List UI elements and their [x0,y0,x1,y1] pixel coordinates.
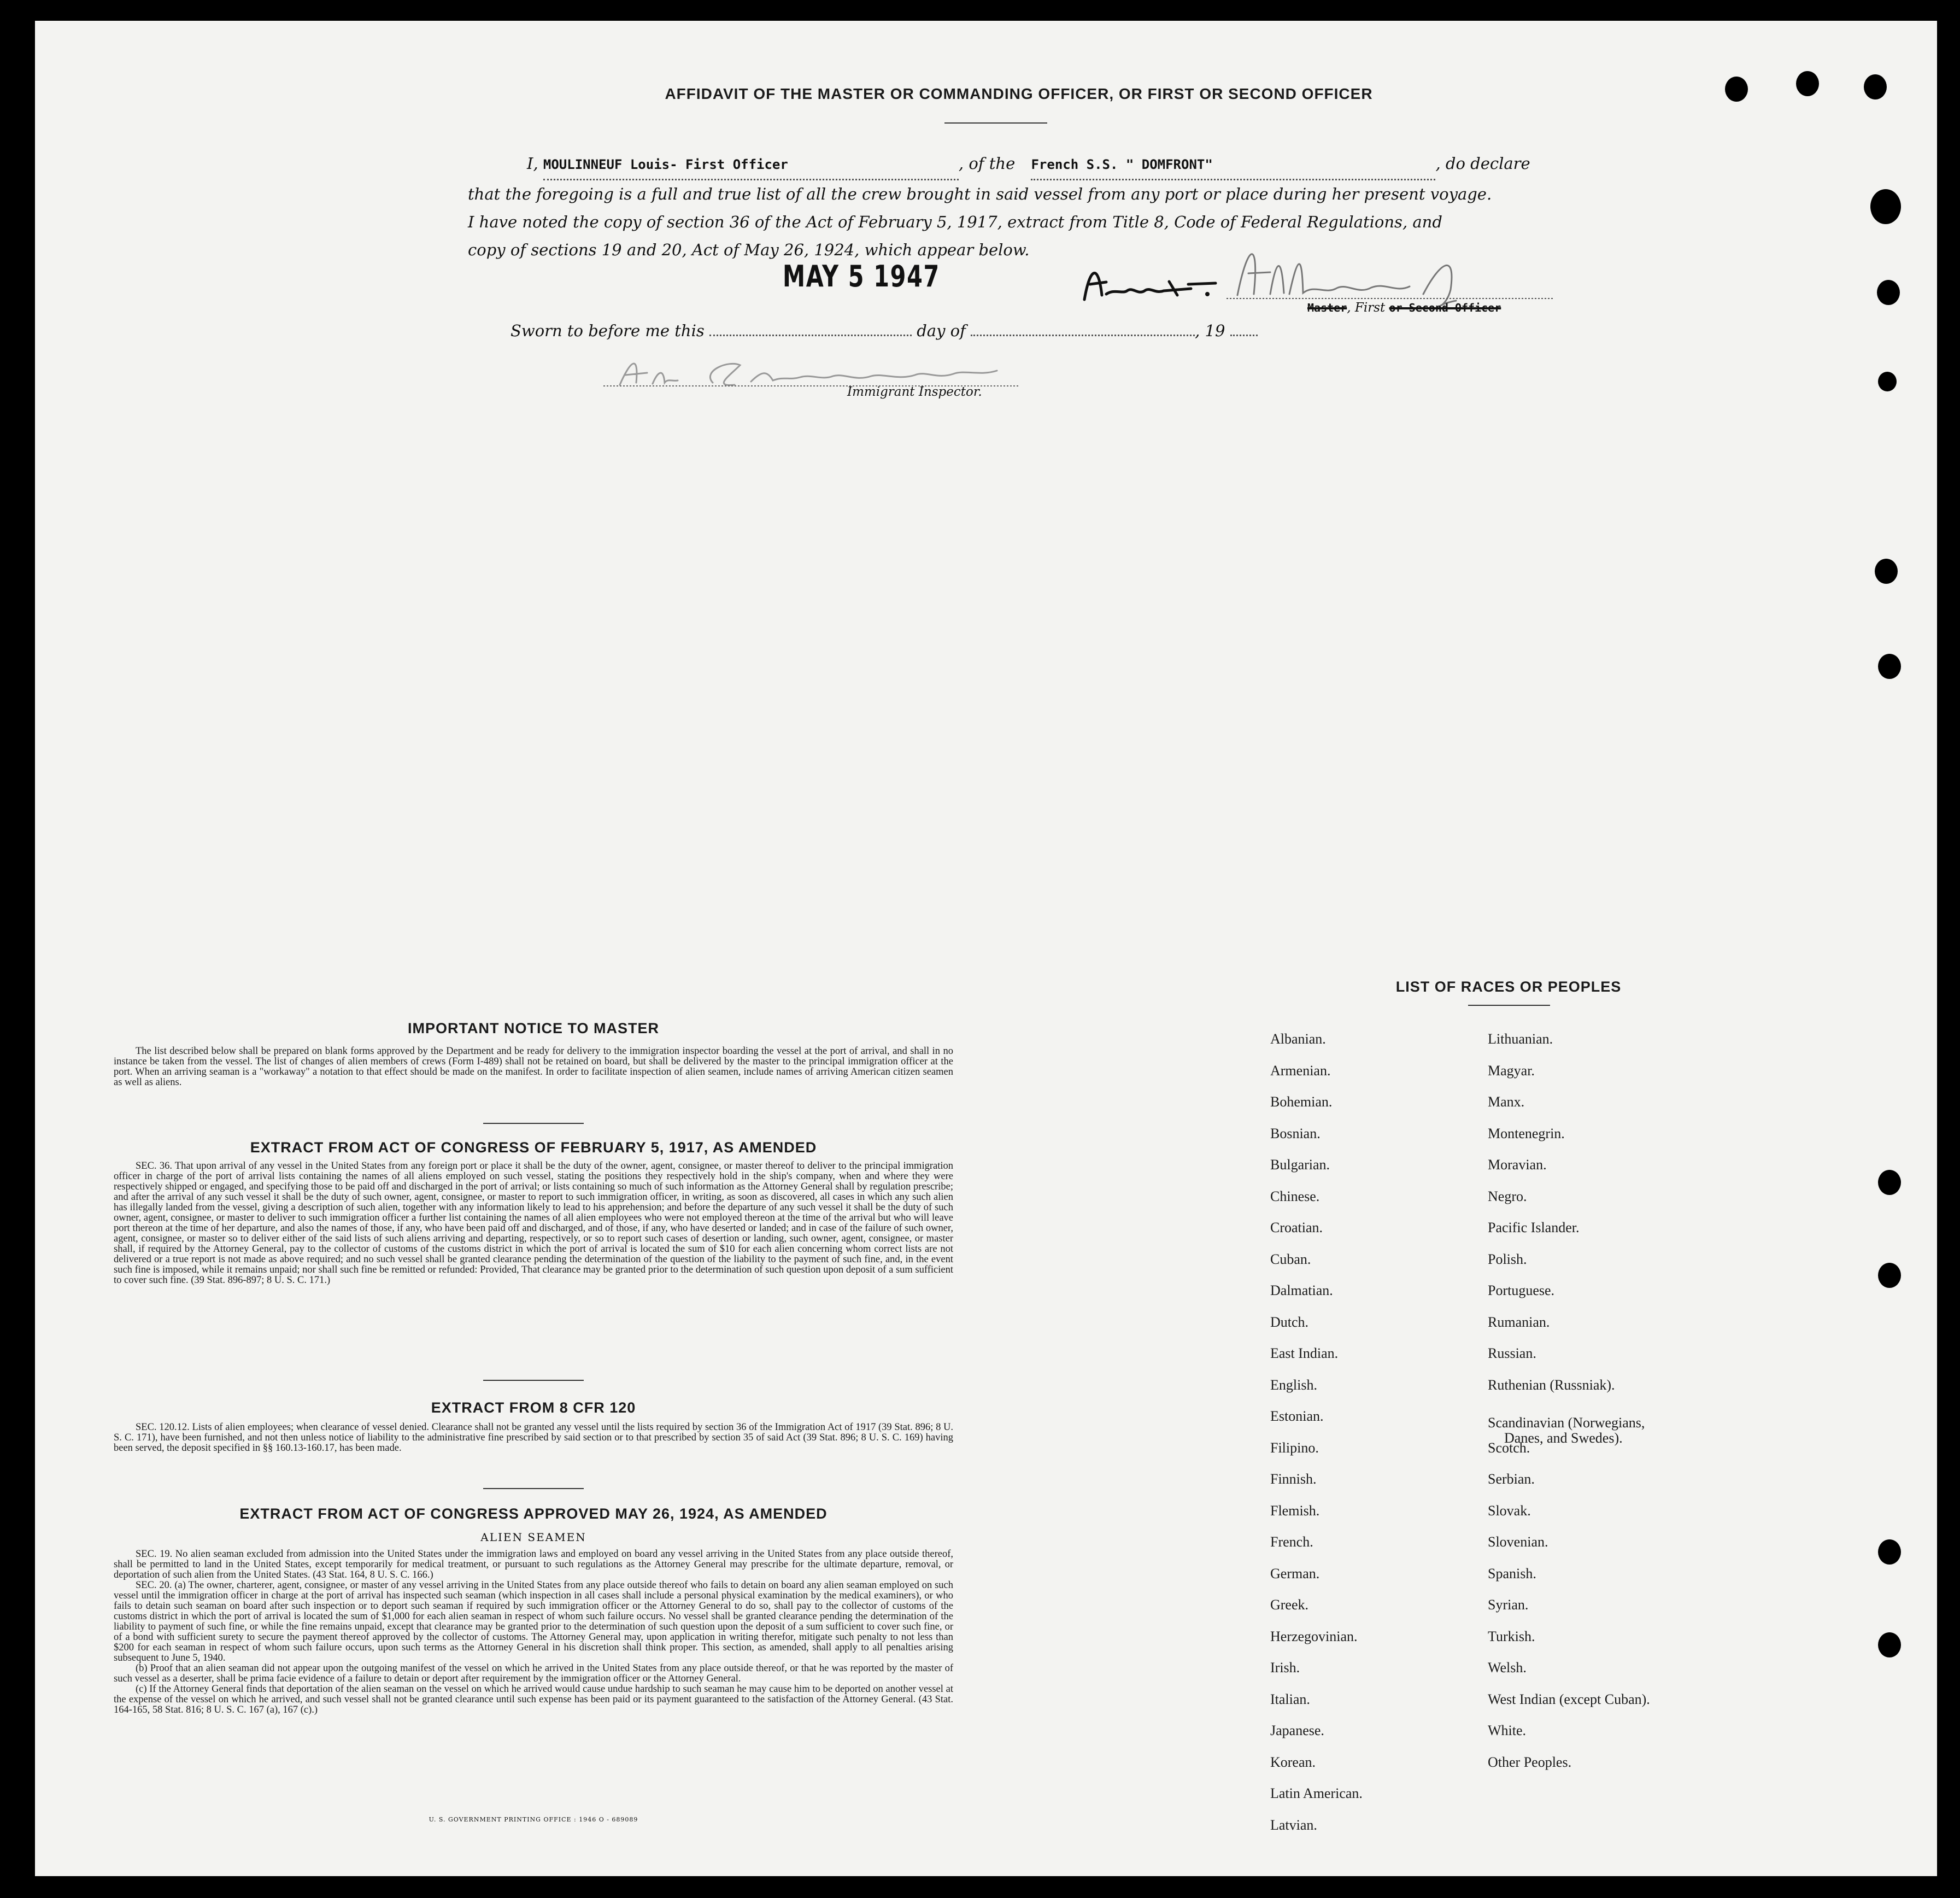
races-title: LIST OF RACES OR PEOPLES [1395,979,1622,995]
punch-hole [1725,77,1748,102]
vessel-name-field: French S.S. " DOMFRONT" [1031,151,1435,180]
race-item: Pacific Islander. [1488,1220,1580,1235]
race-item: Dalmatian. [1270,1282,1333,1298]
extract-1917-paragraph: SEC. 36. That upon arrival of any vessel in the United States from any foreign port or place it shall be the duty of the owner, agent, consignee, or master thereof to deliver to the principal immigration officer in charge of the port of arrival lists containing the names of all aliens employed on such vessel, stating the positions they respectively hold in the ship's company, when and where they were respectively shipped or engaged, and specifying those to be paid off and discharged in the port of arrival; or lists containing so much of such information as the Attorney General shall by regulation prescribe; and after the arrival of any such vessel it shall be the duty of such owner, agent, consignee, or master to report to such immigration officer, in writing, as soon as discovered, all cases in which any such alien has illegally landed from the vessel, giving a description of such alien, together with any information likely to lead to his apprehension; and before the departure of any such vessel it shall be the duty of such owner, agent, consignee, or master to deliver to such immigration officer a further list containing the names of all alien employees who were not employed thereon at the time of the arrival but who will leave port thereon at the time of her departure, and also the names of those, if any, who have been paid off and discharged, and of those, if any, who have deserted or landed; and in case of the failure of such owner, agent, consignee, or master so to deliver either of the said lists of such aliens arriving and departing, respectively, or so to report such cases of desertion or landing, such owner, agent, consignee, or master shall, if required by the Attorney General, pay to the collector of customs of the customs district in which the port of arrival is located the sum of $10 for each alien concerning whom correct lists are not delivered or a true report is not made as above required; and no such vessel shall be granted clearance pending the determination of the question of the liability to the payment of such fine, and, in the event such fine is imposed, while it remains unpaid; nor shall such fine be remitted or refunded: Provided, That clearance may be granted prior to the determination of such question upon deposit of a sum sufficient to cover such fine. (39 Stat. 896-897; 8 U. S. C. 171.) [114,1161,953,1286]
divider [944,122,1047,124]
declaration-prefix: I, [527,154,538,173]
race-item: Albanian. [1270,1031,1326,1047]
extract-1924-body [114,1549,953,1715]
declaration-line-1 [468,150,1566,180]
race-item: Estonian. [1270,1408,1324,1424]
race-item: Irish. [1270,1660,1300,1676]
race-item: Turkish. [1488,1628,1535,1644]
race-item: Syrian. [1488,1597,1529,1613]
race-item: Magyar. [1488,1062,1535,1079]
extract-1924-title: EXTRACT FROM ACT OF CONGRESS APPROVED MAY 26, 1924, AS AMENDED [239,1505,828,1522]
race-item: West Indian (except Cuban). [1488,1691,1650,1707]
race-item: White. [1488,1723,1527,1738]
race-item: Cuban. [1270,1251,1311,1267]
sec-20a-paragraph: SEC. 20. (a) The owner, charterer, agent, consignee, or master of any vessel arriving in the United States from any place outside thereof who fails to detain on board any alien seaman employed on such vessel until the immigration officer in charge at the port of arrival has inspected such seaman (which inspection in all cases shall include a personal physical examination by the medical examiners), or who fails to detain such seaman on board after such inspection or to deport such seaman if required by such immigration officer or the Attorney General to do so, shall pay to the collector of customs of the customs district in which the port of arrival is located the sum of $1,000 for each alien seaman in respect of whom such failure occurs. No vessel shall be granted clearance pending the determination of the liability to payment of such fine, or while the fine remains unpaid, except that clearance may be granted prior to the determination of such question upon the deposit of a sum sufficient to cover such fine, or of a bond with sufficient surety to secure the payment thereof approved by the collector of customs. The Attorney General may, upon application in writing therefor, mitigate such penalty to not less than $200 for each seaman in respect of whom such failure occurs, upon such terms as the Attorney General in his discretion shall think proper. This section, as amended, shall apply to all penalties arising subsequent to June 5, 1940. [114,1580,953,1663]
notice-body [114,1046,953,1088]
race-item: Finnish. [1270,1471,1317,1487]
race-item: Latvian. [1270,1817,1317,1833]
race-item: East Indian. [1270,1345,1339,1361]
sworn-month-field [971,320,1195,336]
sworn-day-field [709,320,912,336]
sworn-prefix: Sworn to before me this [510,321,705,340]
struck-master: Master [1307,301,1347,314]
document-page [35,21,1937,1876]
race-item: Korean. [1270,1754,1316,1770]
race-item: Chinese. [1270,1188,1320,1204]
race-item: Welsh. [1488,1660,1527,1676]
race-item: Danes, and Swedes). [1504,1430,1623,1446]
notice-paragraph: The list described below shall be prepared on blank forms approved by the Department and be ready for delivery to the immigration inspector boarding the vessel at the port of arrival, and shall in no instance be taken from the vessel. The list of changes of alien members of crews (Form I-489) shall not be retained on board, but shall be delivered by the master to the principal immigration officer at the port. When an arriving seaman is a "workaway" a notation to that effect should be made on the manifest. In order to facilitate inspection of alien seamen, include names of arriving American citizen seamen as well as aliens. [114,1046,953,1088]
inspector-label: Immigrant Inspector. [847,385,982,399]
race-item: Bulgarian. [1270,1157,1330,1173]
punch-hole [1875,559,1898,584]
race-item: Filipino. [1270,1439,1319,1456]
punch-hole [1877,280,1900,305]
punch-hole [1878,372,1897,391]
race-item: Scotch. [1488,1439,1530,1456]
race-item: Montenegrin. [1488,1125,1565,1141]
divider [483,1380,584,1381]
notice-title: IMPORTANT NOTICE TO MASTER [408,1020,659,1036]
printer-imprint: U. S. GOVERNMENT PRINTING OFFICE : 1946 O - 689089 [429,1816,638,1823]
officer-title: Master, First or Second Officer [1307,301,1501,315]
race-item: Scandinavian (Norwegians, [1488,1415,1645,1431]
race-item: Portuguese. [1488,1282,1555,1298]
race-item: Flemish. [1270,1502,1320,1519]
extract-cfr-body [114,1422,953,1454]
declaration-line-4: copy of sections 19 and 20, Act of May 26, 1924, which appear below. [468,241,1030,259]
punch-hole [1864,74,1887,99]
race-item: Greek. [1270,1597,1309,1613]
divider [1468,1005,1550,1006]
punch-hole [1878,1539,1901,1565]
race-item: Bohemian. [1270,1094,1333,1110]
declaration-end: , do declare [1435,154,1530,173]
race-item: Latin American. [1270,1785,1363,1801]
punch-hole [1878,1263,1901,1288]
race-item: Spanish. [1488,1565,1536,1581]
affidavit-title: AFFIDAVIT OF THE MASTER OR COMMANDING OFFICER, OR FIRST OR SECOND OFFICER [665,85,1373,102]
race-item: Polish. [1488,1251,1527,1267]
race-item: Slovak. [1488,1502,1531,1519]
date-stamp: MAY 5 1947 [783,259,940,294]
sec-20b-paragraph: (b) Proof that an alien seaman did not appear upon the outgoing manifest of the vessel on which he arrived in the United States from any place outside thereof, or that he was reported by the master of such vessel as a deserter, shall be prima facie evidence of a failure to detain or deport after requirement by the immigration officer or the Attorney General. [114,1663,953,1684]
punch-hole [1796,71,1819,96]
divider [483,1123,584,1124]
struck-second-officer: or Second Officer [1389,301,1501,314]
sworn-year-field [1230,320,1258,336]
race-item: Ruthenian (Russniak). [1488,1376,1615,1393]
punch-hole [1878,654,1901,679]
race-item: Bosnian. [1270,1125,1321,1141]
declaration-line-3: I have noted the copy of section 36 of the Act of February 5, 1917, extract from Title 8, Code of Federal Regulations, and [468,213,1442,231]
sec-19-paragraph: SEC. 19. No alien seaman excluded from admission into the United States under the immigration laws and employed on board any vessel arriving in the United States from any place outside thereof, shall be permitted to land in the United States, except temporarily for medical treatment, or pursuant to such regulations as the Attorney General may prescribe for the ultimate departure, removal, or deportation of such alien from the United States. (43 Stat. 164, 8 U. S. C. 166.) [114,1549,953,1580]
race-item: Lithuanian. [1488,1031,1553,1047]
declaration-mid: , of the [958,154,1016,173]
officer-name-field: MOULINNEUF Louis- First Officer [543,151,959,180]
race-item: German. [1270,1565,1320,1581]
race-item: Rumanian. [1488,1314,1550,1330]
sworn-year-label: , 19 [1195,321,1225,340]
extract-cfr-title: EXTRACT FROM 8 CFR 120 [431,1399,636,1416]
race-item: Moravian. [1488,1157,1547,1173]
extract-1917-title: EXTRACT FROM ACT OF CONGRESS OF FEBRUARY 5, 1917, AS AMENDED [250,1139,817,1156]
race-item: Manx. [1488,1094,1525,1110]
race-item: English. [1270,1376,1317,1393]
sworn-day-label: day of [917,321,966,340]
kept-title: First [1354,301,1386,315]
race-item: Croatian. [1270,1220,1323,1235]
punch-hole [1878,1632,1901,1657]
sworn-line [510,320,1258,340]
race-item: Other Peoples. [1488,1754,1572,1770]
extract-cfr-paragraph: SEC. 120.12. Lists of alien employees; when clearance of vessel denied. Clearance shall not be granted any vessel until the lists required by section 36 of the Immigration Act of 1917 (39 Stat. 896; 8 U. S. C. 171), have been furnished, and not then unless notice of liability to the administrative fine prescribed by said section or to that prescribed by section 35 of said Act (39 Stat. 896; 8 U. S. C. 169) having been served, the deposit specified in §§ 160.13-160.17, has been made. [114,1422,953,1454]
extract-1917-body [114,1161,953,1286]
divider [483,1488,584,1489]
race-item: Italian. [1270,1691,1310,1707]
race-item: Japanese. [1270,1723,1324,1738]
punch-hole [1878,1170,1901,1195]
extract-1924-subtitle: ALIEN SEAMEN [480,1531,586,1544]
race-item: Dutch. [1270,1314,1309,1330]
race-item: Serbian. [1488,1471,1535,1487]
punch-hole [1870,189,1901,224]
race-item: Russian. [1488,1345,1536,1361]
race-item: Armenian. [1270,1062,1331,1079]
race-item: Negro. [1488,1188,1527,1204]
race-item: French. [1270,1534,1313,1550]
race-item: Herzegovinian. [1270,1628,1358,1644]
sec-20c-paragraph: (c) If the Attorney General finds that deportation of the alien seaman on the vessel on which he arrived would cause undue hardship to such seaman he may cause him to be deported on another vessel at the expense of the vessel on which he arrived, and such vessel shall not be granted clearance until such expense has been paid or its payment guaranteed to the satisfaction of the Attorney General. (43 Stat. 164-165, 58 Stat. 816; 8 U. S. C. 167 (a), 167 (c).) [114,1684,953,1715]
declaration-line-2: that the foregoing is a full and true list of all the crew brought in said vessel from any port or place during her present voyage. [468,185,1492,203]
race-item: Slovenian. [1488,1534,1548,1550]
